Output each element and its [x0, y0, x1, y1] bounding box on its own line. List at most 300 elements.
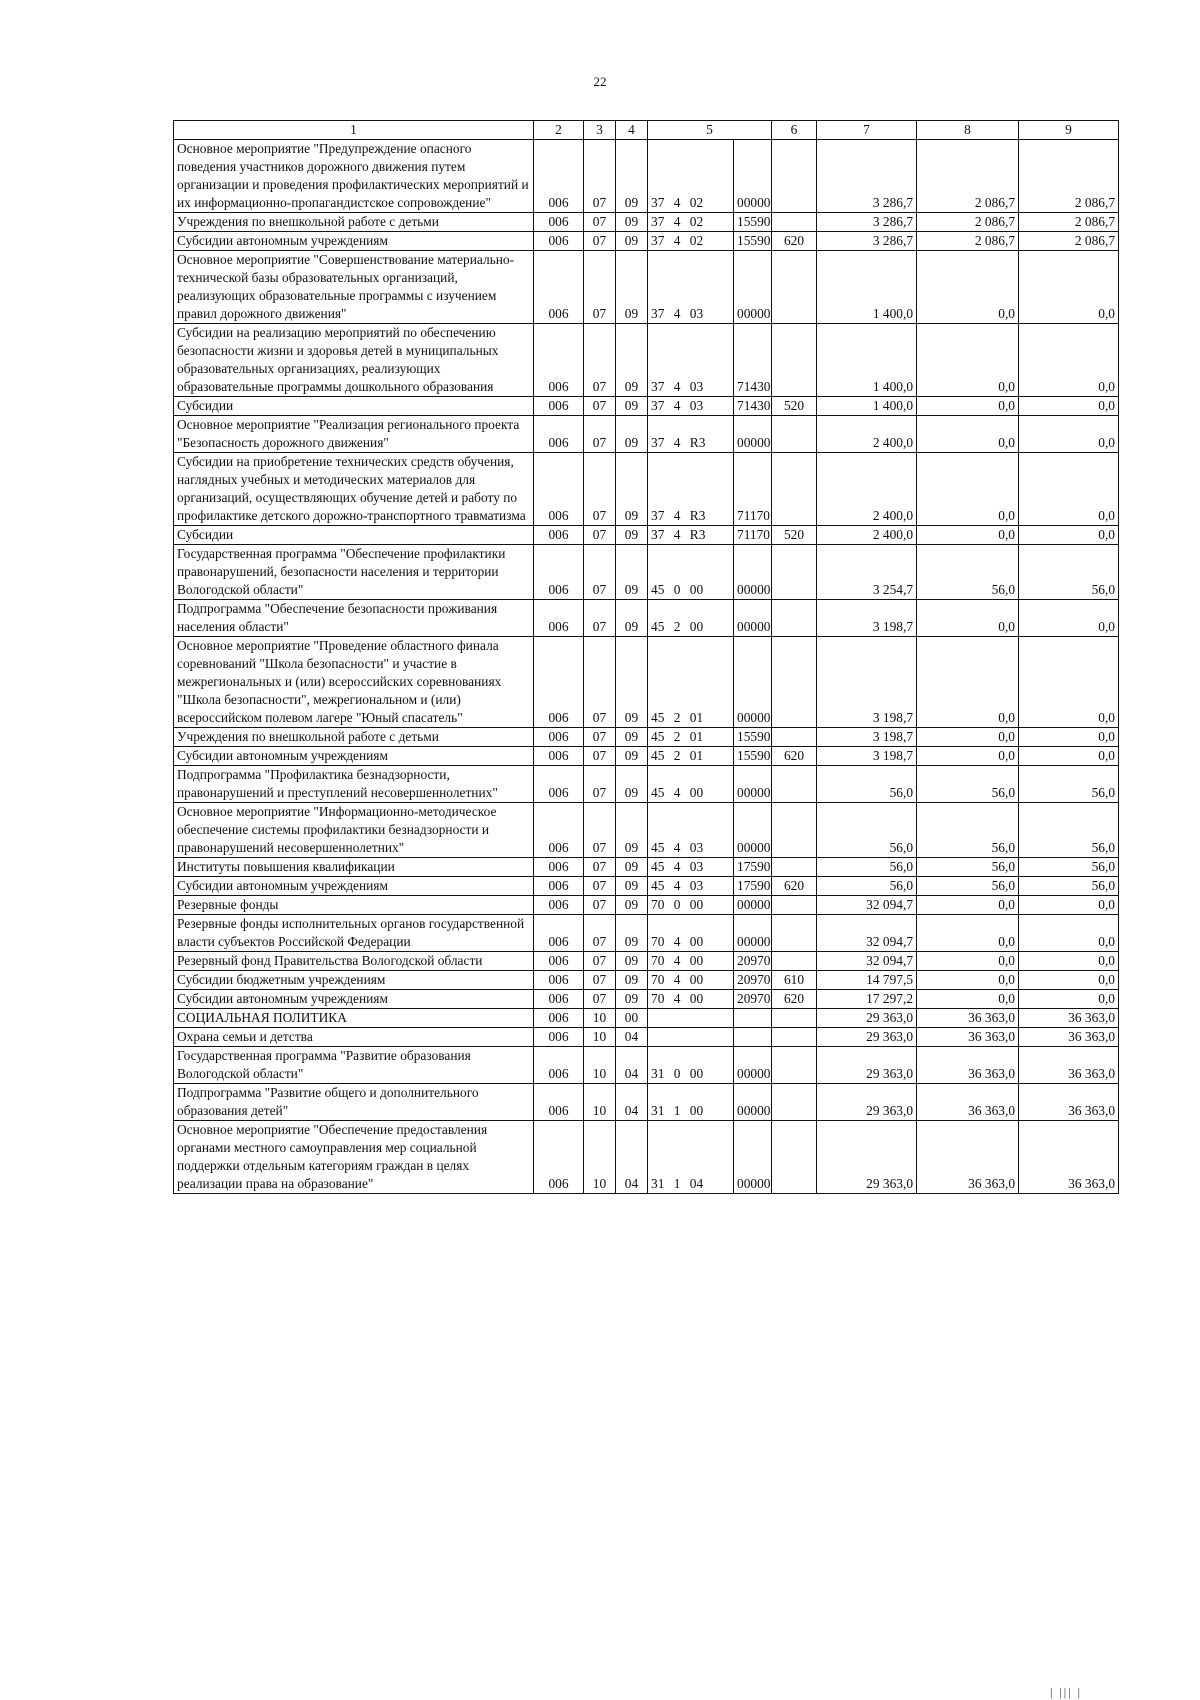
cell-program-code: 37 4 R3 — [648, 416, 734, 453]
cell-amount-year-2: 0,0 — [917, 747, 1019, 766]
cell-direction-code: 00000 — [734, 915, 772, 952]
row-name: Учреждения по внешкольной работе с детьми — [174, 728, 534, 747]
cell-ministry: 006 — [534, 858, 584, 877]
row-name: Субсидии автономным учреждениям — [174, 747, 534, 766]
cell-expense-type — [772, 213, 817, 232]
cell-direction-code: 71430 — [734, 324, 772, 397]
cell-amount-year-3: 2 086,7 — [1019, 232, 1119, 251]
table-row — [174, 600, 1119, 637]
cell-ministry: 006 — [534, 803, 584, 858]
cell-direction-code: 20970 — [734, 990, 772, 1009]
cell-program-code: 37 4 02 — [648, 140, 734, 213]
cell-ministry: 006 — [534, 747, 584, 766]
cell-direction-code: 00000 — [734, 251, 772, 324]
cell-section: 07 — [584, 858, 616, 877]
cell-subsection: 09 — [616, 803, 648, 858]
cell-amount-year-2: 2 086,7 — [917, 232, 1019, 251]
cell-amount-year-2: 0,0 — [917, 728, 1019, 747]
table-row — [174, 990, 1119, 1009]
table-row — [174, 526, 1119, 545]
table-row — [174, 140, 1119, 213]
cell-direction-code: 00000 — [734, 545, 772, 600]
cell-section: 07 — [584, 453, 616, 526]
header-col-2: 2 — [534, 121, 584, 140]
cell-expense-type — [772, 1084, 817, 1121]
cell-subsection: 04 — [616, 1028, 648, 1047]
cell-amount-year-1: 2 400,0 — [817, 453, 917, 526]
cell-amount-year-1: 3 198,7 — [817, 637, 917, 728]
cell-subsection: 09 — [616, 545, 648, 600]
cell-ministry: 006 — [534, 728, 584, 747]
cell-amount-year-1: 2 400,0 — [817, 526, 917, 545]
cell-amount-year-3: 56,0 — [1019, 877, 1119, 896]
scan-marks: | ||| | — [1050, 1685, 1083, 1699]
cell-subsection: 09 — [616, 728, 648, 747]
cell-section: 10 — [584, 1047, 616, 1084]
cell-subsection: 09 — [616, 896, 648, 915]
header-col-7: 7 — [817, 121, 917, 140]
cell-amount-year-2: 0,0 — [917, 416, 1019, 453]
cell-expense-type: 620 — [772, 747, 817, 766]
cell-amount-year-2: 2 086,7 — [917, 213, 1019, 232]
cell-program-code: 45 2 01 — [648, 637, 734, 728]
cell-ministry: 006 — [534, 1084, 584, 1121]
table-row — [174, 877, 1119, 896]
table-row — [174, 971, 1119, 990]
table-row — [174, 858, 1119, 877]
cell-direction-code: 71430 — [734, 397, 772, 416]
cell-program-code: 70 4 00 — [648, 990, 734, 1009]
cell-subsection: 09 — [616, 766, 648, 803]
cell-program-code: 70 4 00 — [648, 952, 734, 971]
cell-expense-type — [772, 858, 817, 877]
cell-amount-year-3: 56,0 — [1019, 803, 1119, 858]
cell-subsection: 09 — [616, 453, 648, 526]
cell-ministry: 006 — [534, 1047, 584, 1084]
cell-direction-code: 20970 — [734, 971, 772, 990]
table-row — [174, 1028, 1119, 1047]
row-name: Субсидии — [174, 526, 534, 545]
cell-amount-year-1: 1 400,0 — [817, 251, 917, 324]
budget-table — [173, 120, 1119, 1194]
cell-ministry: 006 — [534, 453, 584, 526]
cell-ministry: 006 — [534, 140, 584, 213]
cell-program-code: 45 2 00 — [648, 600, 734, 637]
row-name: Субсидии — [174, 397, 534, 416]
header-col-8: 8 — [917, 121, 1019, 140]
cell-ministry: 006 — [534, 915, 584, 952]
cell-expense-type — [772, 324, 817, 397]
cell-expense-type — [772, 952, 817, 971]
cell-ministry: 006 — [534, 251, 584, 324]
cell-program-code: 31 0 00 — [648, 1047, 734, 1084]
cell-subsection: 09 — [616, 915, 648, 952]
cell-ministry: 006 — [534, 637, 584, 728]
cell-expense-type — [772, 637, 817, 728]
row-name: Субсидии на приобретение технических средств обучения, наглядных учебных и методических материалов для организаций, осуществляющих обучение детей и работу по профилактике детского дорожно-транспортного травматизма — [174, 453, 534, 526]
cell-expense-type — [772, 803, 817, 858]
cell-section: 07 — [584, 990, 616, 1009]
cell-expense-type — [772, 766, 817, 803]
cell-amount-year-1: 56,0 — [817, 858, 917, 877]
cell-ministry: 006 — [534, 600, 584, 637]
cell-program-code: 37 4 R3 — [648, 453, 734, 526]
cell-section: 07 — [584, 971, 616, 990]
cell-subsection: 09 — [616, 416, 648, 453]
table-row — [174, 896, 1119, 915]
cell-subsection: 09 — [616, 747, 648, 766]
cell-expense-type: 620 — [772, 232, 817, 251]
cell-amount-year-2: 0,0 — [917, 526, 1019, 545]
cell-section: 07 — [584, 232, 616, 251]
cell-ministry: 006 — [534, 416, 584, 453]
cell-section: 07 — [584, 766, 616, 803]
row-name: Подпрограмма "Профилактика безнадзорности, правонарушений и преступлений несовершеннолетних" — [174, 766, 534, 803]
cell-direction-code: 00000 — [734, 896, 772, 915]
cell-direction-code: 17590 — [734, 858, 772, 877]
table-row — [174, 803, 1119, 858]
cell-section: 10 — [584, 1028, 616, 1047]
table-row — [174, 952, 1119, 971]
table-row — [174, 1084, 1119, 1121]
cell-amount-year-2: 36 363,0 — [917, 1009, 1019, 1028]
cell-amount-year-2: 0,0 — [917, 990, 1019, 1009]
table-row — [174, 915, 1119, 952]
cell-ministry: 006 — [534, 1028, 584, 1047]
table-row — [174, 397, 1119, 416]
row-name: Субсидии бюджетным учреждениям — [174, 971, 534, 990]
cell-amount-year-3: 0,0 — [1019, 990, 1119, 1009]
row-name: Подпрограмма "Развитие общего и дополнительного образования детей" — [174, 1084, 534, 1121]
row-name: Субсидии автономным учреждениям — [174, 877, 534, 896]
cell-amount-year-1: 2 400,0 — [817, 416, 917, 453]
cell-direction-code: 15590 — [734, 213, 772, 232]
cell-direction-code: 00000 — [734, 766, 772, 803]
cell-amount-year-2: 0,0 — [917, 453, 1019, 526]
cell-amount-year-1: 32 094,7 — [817, 896, 917, 915]
table-row — [174, 1009, 1119, 1028]
cell-subsection: 09 — [616, 526, 648, 545]
header-col-6: 6 — [772, 121, 817, 140]
cell-direction-code: 71170 — [734, 526, 772, 545]
cell-program-code — [648, 1028, 734, 1047]
cell-expense-type: 520 — [772, 397, 817, 416]
cell-expense-type — [772, 140, 817, 213]
cell-amount-year-1: 56,0 — [817, 766, 917, 803]
cell-direction-code: 17590 — [734, 877, 772, 896]
row-name: Основное мероприятие "Обеспечение предоставления органами местного самоуправления мер социальной поддержки отдельным категориям граждан в целях реализации права на образование" — [174, 1121, 534, 1194]
cell-subsection: 09 — [616, 397, 648, 416]
cell-amount-year-2: 0,0 — [917, 397, 1019, 416]
cell-amount-year-2: 56,0 — [917, 803, 1019, 858]
cell-amount-year-1: 3 198,7 — [817, 728, 917, 747]
cell-expense-type — [772, 251, 817, 324]
row-name: Основное мероприятие "Реализация регионального проекта "Безопасность дорожного движения" — [174, 416, 534, 453]
cell-amount-year-1: 32 094,7 — [817, 915, 917, 952]
cell-subsection: 09 — [616, 140, 648, 213]
cell-expense-type: 620 — [772, 877, 817, 896]
row-name: Основное мероприятие "Информационно-методическое обеспечение системы профилактики безнадзорности и правонарушений несовершеннолетних" — [174, 803, 534, 858]
cell-subsection: 09 — [616, 637, 648, 728]
table-row — [174, 324, 1119, 397]
cell-program-code: 37 4 02 — [648, 213, 734, 232]
cell-expense-type — [772, 1009, 817, 1028]
cell-program-code: 37 4 03 — [648, 324, 734, 397]
cell-expense-type — [772, 1028, 817, 1047]
cell-ministry: 006 — [534, 397, 584, 416]
header-col-3: 3 — [584, 121, 616, 140]
cell-amount-year-2: 0,0 — [917, 600, 1019, 637]
cell-amount-year-1: 1 400,0 — [817, 397, 917, 416]
cell-section: 07 — [584, 526, 616, 545]
table-row — [174, 1047, 1119, 1084]
cell-direction-code: 00000 — [734, 416, 772, 453]
cell-direction-code: 00000 — [734, 1047, 772, 1084]
cell-ministry: 006 — [534, 990, 584, 1009]
table-row — [174, 766, 1119, 803]
cell-direction-code: 00000 — [734, 1084, 772, 1121]
cell-amount-year-3: 0,0 — [1019, 324, 1119, 397]
row-name: Основное мероприятие "Совершенствование материально-технической базы образовательных организаций, реализующих образовательные программы с изучением правил дорожного движения" — [174, 251, 534, 324]
cell-direction-code: 15590 — [734, 232, 772, 251]
cell-section: 07 — [584, 637, 616, 728]
cell-amount-year-3: 2 086,7 — [1019, 213, 1119, 232]
header-row — [174, 121, 1119, 140]
cell-section: 07 — [584, 728, 616, 747]
cell-amount-year-2: 0,0 — [917, 324, 1019, 397]
cell-program-code: 37 4 03 — [648, 251, 734, 324]
cell-amount-year-3: 36 363,0 — [1019, 1028, 1119, 1047]
cell-amount-year-3: 0,0 — [1019, 915, 1119, 952]
cell-amount-year-3: 0,0 — [1019, 397, 1119, 416]
cell-program-code — [648, 1009, 734, 1028]
cell-section: 07 — [584, 213, 616, 232]
cell-amount-year-3: 56,0 — [1019, 766, 1119, 803]
row-name: Основное мероприятие "Предупреждение опасного поведения участников дорожного движения путем организации и проведения профилактических мероприятий и их информационно-пропагандистское сопровождение" — [174, 140, 534, 213]
cell-amount-year-3: 0,0 — [1019, 728, 1119, 747]
cell-section: 07 — [584, 251, 616, 324]
row-name: Охрана семьи и детства — [174, 1028, 534, 1047]
cell-program-code: 45 4 03 — [648, 858, 734, 877]
cell-amount-year-1: 14 797,5 — [817, 971, 917, 990]
cell-amount-year-1: 3 254,7 — [817, 545, 917, 600]
cell-section: 07 — [584, 896, 616, 915]
cell-direction-code: 00000 — [734, 803, 772, 858]
cell-subsection: 04 — [616, 1084, 648, 1121]
row-name: Учреждения по внешкольной работе с детьми — [174, 213, 534, 232]
cell-amount-year-1: 32 094,7 — [817, 952, 917, 971]
table-row — [174, 453, 1119, 526]
cell-amount-year-3: 0,0 — [1019, 600, 1119, 637]
cell-direction-code: 20970 — [734, 952, 772, 971]
cell-amount-year-3: 36 363,0 — [1019, 1121, 1119, 1194]
cell-expense-type — [772, 1121, 817, 1194]
cell-subsection: 09 — [616, 971, 648, 990]
table-row — [174, 251, 1119, 324]
header-col-1: 1 — [174, 121, 534, 140]
cell-expense-type — [772, 453, 817, 526]
cell-direction-code — [734, 1028, 772, 1047]
cell-ministry: 006 — [534, 1009, 584, 1028]
cell-expense-type — [772, 915, 817, 952]
cell-direction-code: 00000 — [734, 637, 772, 728]
cell-amount-year-2: 2 086,7 — [917, 140, 1019, 213]
cell-amount-year-2: 0,0 — [917, 952, 1019, 971]
cell-ministry: 006 — [534, 213, 584, 232]
cell-ministry: 006 — [534, 877, 584, 896]
cell-amount-year-1: 29 363,0 — [817, 1047, 917, 1084]
cell-amount-year-2: 36 363,0 — [917, 1028, 1019, 1047]
cell-program-code: 37 4 02 — [648, 232, 734, 251]
cell-program-code: 45 2 01 — [648, 728, 734, 747]
cell-amount-year-3: 0,0 — [1019, 453, 1119, 526]
cell-amount-year-1: 29 363,0 — [817, 1084, 917, 1121]
row-name: Субсидии автономным учреждениям — [174, 990, 534, 1009]
cell-expense-type: 610 — [772, 971, 817, 990]
cell-ministry: 006 — [534, 545, 584, 600]
cell-program-code: 70 4 00 — [648, 971, 734, 990]
cell-subsection: 09 — [616, 600, 648, 637]
cell-amount-year-3: 0,0 — [1019, 416, 1119, 453]
cell-amount-year-3: 36 363,0 — [1019, 1009, 1119, 1028]
cell-program-code: 45 4 03 — [648, 803, 734, 858]
cell-subsection: 09 — [616, 952, 648, 971]
cell-ministry: 006 — [534, 896, 584, 915]
cell-ministry: 006 — [534, 766, 584, 803]
row-name: Субсидии на реализацию мероприятий по обеспечению безопасности жизни и здоровья детей в муниципальных образовательных организациях, реализующих образовательные программы дошкольного образования — [174, 324, 534, 397]
cell-direction-code: 00000 — [734, 140, 772, 213]
cell-expense-type — [772, 728, 817, 747]
cell-program-code: 31 1 04 — [648, 1121, 734, 1194]
cell-amount-year-2: 56,0 — [917, 545, 1019, 600]
table-row — [174, 728, 1119, 747]
cell-section: 07 — [584, 877, 616, 896]
cell-amount-year-1: 3 286,7 — [817, 232, 917, 251]
cell-section: 10 — [584, 1121, 616, 1194]
cell-ministry: 006 — [534, 971, 584, 990]
cell-ministry: 006 — [534, 1121, 584, 1194]
cell-amount-year-1: 56,0 — [817, 877, 917, 896]
cell-subsection: 09 — [616, 232, 648, 251]
row-name: Подпрограмма "Обеспечение безопасности проживания населения области" — [174, 600, 534, 637]
cell-amount-year-2: 0,0 — [917, 251, 1019, 324]
cell-expense-type — [772, 545, 817, 600]
cell-amount-year-3: 0,0 — [1019, 952, 1119, 971]
cell-amount-year-3: 0,0 — [1019, 526, 1119, 545]
cell-amount-year-1: 29 363,0 — [817, 1121, 917, 1194]
cell-amount-year-3: 0,0 — [1019, 747, 1119, 766]
cell-expense-type — [772, 416, 817, 453]
cell-direction-code: 15590 — [734, 747, 772, 766]
cell-subsection: 09 — [616, 324, 648, 397]
header-col-9: 9 — [1019, 121, 1119, 140]
cell-amount-year-1: 3 286,7 — [817, 140, 917, 213]
cell-ministry: 006 — [534, 526, 584, 545]
table-row — [174, 545, 1119, 600]
cell-subsection: 09 — [616, 858, 648, 877]
cell-amount-year-3: 56,0 — [1019, 858, 1119, 877]
cell-amount-year-3: 0,0 — [1019, 251, 1119, 324]
cell-expense-type — [772, 600, 817, 637]
cell-amount-year-1: 1 400,0 — [817, 324, 917, 397]
cell-program-code: 37 4 R3 — [648, 526, 734, 545]
cell-amount-year-2: 0,0 — [917, 637, 1019, 728]
table-row — [174, 747, 1119, 766]
table-body — [174, 140, 1119, 1194]
cell-ministry: 006 — [534, 952, 584, 971]
cell-section: 10 — [584, 1009, 616, 1028]
cell-subsection: 09 — [616, 251, 648, 324]
cell-direction-code: 00000 — [734, 1121, 772, 1194]
cell-section: 07 — [584, 952, 616, 971]
cell-section: 07 — [584, 416, 616, 453]
cell-expense-type: 520 — [772, 526, 817, 545]
cell-program-code: 45 4 03 — [648, 877, 734, 896]
cell-subsection: 04 — [616, 1047, 648, 1084]
cell-amount-year-3: 36 363,0 — [1019, 1084, 1119, 1121]
cell-amount-year-2: 56,0 — [917, 858, 1019, 877]
cell-expense-type — [772, 896, 817, 915]
cell-amount-year-2: 36 363,0 — [917, 1047, 1019, 1084]
cell-amount-year-2: 56,0 — [917, 766, 1019, 803]
cell-amount-year-1: 17 297,2 — [817, 990, 917, 1009]
cell-amount-year-1: 3 198,7 — [817, 747, 917, 766]
cell-direction-code: 00000 — [734, 600, 772, 637]
cell-program-code: 31 1 00 — [648, 1084, 734, 1121]
cell-amount-year-1: 29 363,0 — [817, 1009, 917, 1028]
row-name: Резервный фонд Правительства Вологодской области — [174, 952, 534, 971]
table-row — [174, 232, 1119, 251]
cell-subsection: 04 — [616, 1121, 648, 1194]
header-col-4: 4 — [616, 121, 648, 140]
cell-amount-year-1: 56,0 — [817, 803, 917, 858]
table-row — [174, 416, 1119, 453]
cell-program-code: 37 4 03 — [648, 397, 734, 416]
row-name: Резервные фонды исполнительных органов государственной власти субъектов Российской Федерации — [174, 915, 534, 952]
page-number: 22 — [593, 74, 607, 89]
cell-section: 07 — [584, 803, 616, 858]
cell-amount-year-3: 0,0 — [1019, 637, 1119, 728]
cell-amount-year-1: 29 363,0 — [817, 1028, 917, 1047]
cell-direction-code: 71170 — [734, 453, 772, 526]
cell-direction-code: 15590 — [734, 728, 772, 747]
cell-section: 07 — [584, 545, 616, 600]
row-name: Основное мероприятие "Проведение областного финала соревнований "Школа безопасности" и участие в межрегиональных и (или) всероссийских соревнованиях "Школа безопасности", межрегиональном и (или) всероссийском полевом лагере "Юный спасатель" — [174, 637, 534, 728]
cell-program-code: 45 4 00 — [648, 766, 734, 803]
row-name: Субсидии автономным учреждениям — [174, 232, 534, 251]
cell-amount-year-3: 0,0 — [1019, 896, 1119, 915]
cell-subsection: 09 — [616, 877, 648, 896]
cell-program-code: 45 2 01 — [648, 747, 734, 766]
row-name: СОЦИАЛЬНАЯ ПОЛИТИКА — [174, 1009, 534, 1028]
cell-ministry: 006 — [534, 324, 584, 397]
cell-subsection: 09 — [616, 990, 648, 1009]
cell-program-code: 70 4 00 — [648, 915, 734, 952]
cell-amount-year-3: 36 363,0 — [1019, 1047, 1119, 1084]
cell-section: 10 — [584, 1084, 616, 1121]
cell-section: 07 — [584, 600, 616, 637]
cell-direction-code — [734, 1009, 772, 1028]
cell-amount-year-2: 56,0 — [917, 877, 1019, 896]
cell-amount-year-3: 2 086,7 — [1019, 140, 1119, 213]
row-name: Государственная программа "Развитие образования Вологодской области" — [174, 1047, 534, 1084]
table-row — [174, 213, 1119, 232]
cell-amount-year-3: 56,0 — [1019, 545, 1119, 600]
cell-section: 07 — [584, 915, 616, 952]
row-name: Государственная программа "Обеспечение профилактики правонарушений, безопасности населения и территории Вологодской области" — [174, 545, 534, 600]
cell-amount-year-2: 0,0 — [917, 896, 1019, 915]
cell-amount-year-2: 0,0 — [917, 915, 1019, 952]
